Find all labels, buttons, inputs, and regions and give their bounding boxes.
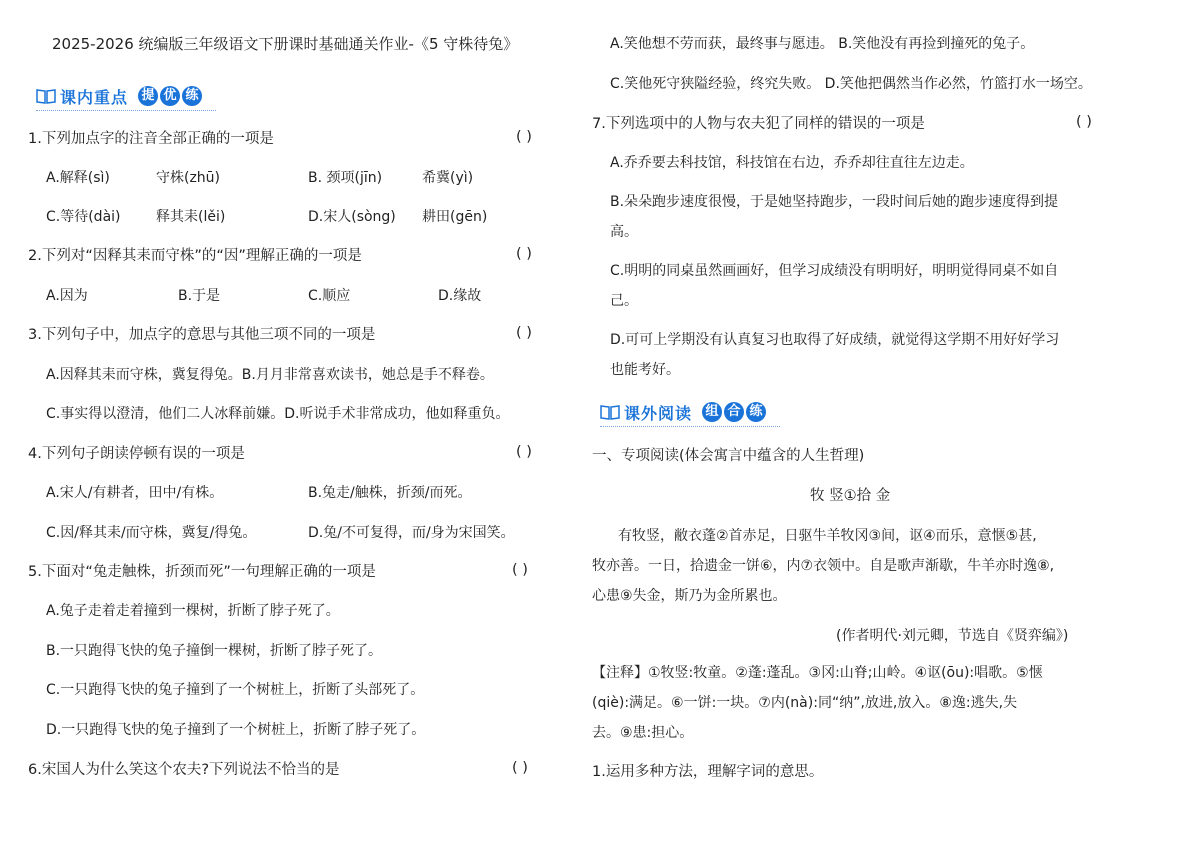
q3-options-ab: A.因释其耒而守株，冀复得兔。B.月月非常喜欢读书，她总是手不释卷。 [46,367,494,383]
badge-char: 组 [702,402,722,422]
answer-bracket: ( ) [516,325,532,341]
reading-heading: 一、专项阅读(体会寓言中蕴含的人生哲理) [592,448,865,464]
answer-bracket: ( ) [516,444,532,460]
question-7-stem: 7.下列选项中的人物与农夫犯了同样的错误的一项是 [592,116,925,132]
q2-option-d: D.缘故 [438,288,482,304]
q7-option-d-line1: D.可可上学期没有认真复习也取得了好成绩，就觉得这学期不用好好学习 [610,332,1060,348]
badge-char: 练 [746,402,766,422]
q1-option-a-word2: 守株(zhū) [156,170,221,186]
question-3-stem: 3.下列句子中，加点字的意思与其他三项不同的一项是 [28,327,376,343]
page-title: 2025-2026 统编版三年级语文下册课时基础通关作业-《5 守株待兔》 [52,35,519,53]
q1-option-c: C.等待(dài) [46,209,121,225]
reading-paragraph-line3: 心患⑨失金，斯乃为金所累也。 [592,588,787,604]
q5-option-c: C.一只跑得飞快的兔子撞到了一个树桩上，折断了头部死了。 [46,682,425,698]
badge-char: 合 [724,402,744,422]
q2-option-a: A.因为 [46,288,88,304]
q7-option-c-line1: C.明明的同桌虽然画画好，但学习成绩没有明明好，明明觉得同桌不如自 [610,263,1059,279]
q5-option-a: A.兔子走着走着撞到一棵树，折断了脖子死了。 [46,603,340,619]
question-6-stem: 6.宋国人为什么笑这个农夫?下列说法不恰当的是 [28,762,340,778]
reading-question-1: 1.运用多种方法，理解字词的意思。 [592,764,824,780]
reading-notes-line3: 去。⑨患:担心。 [592,725,694,741]
book-icon [600,404,620,420]
question-1-stem: 1.下列加点字的注音全部正确的一项是 [28,131,274,147]
section-label: 课外阅读 [624,403,693,423]
reading-notes-line2: (qiè):满足。⑥一饼:一块。⑦内(nà):同“纳”,放进,放入。⑧逸:逃失,失 [592,695,1018,711]
q1-option-b: B. 颈项(jīn) [308,170,383,186]
q3-options-cd: C.事实得以澄清，他们二人冰释前嫌。D.听说手术非常成功，他如释重负。 [46,406,510,422]
q4-option-c: C.因/释其耒/而守株，冀复/得兔。 [46,525,257,541]
book-icon [36,88,56,104]
q7-option-a: A.乔乔要去科技馆，科技馆在右边，乔乔却往直往左边走。 [610,155,974,171]
section-in-class [36,84,202,108]
q7-option-b-line2: 高。 [610,224,638,240]
reading-paragraph-line1: 有牧竖，敝衣蓬②首赤足，日驱牛羊牧冈③间，讴④而乐，意惬⑤甚, [618,528,1037,544]
section-underline [600,426,780,427]
badge-char: 练 [182,86,202,106]
section-badge [702,402,766,422]
q2-option-b: B.于是 [178,288,221,304]
answer-bracket: ( ) [516,129,532,145]
section-underline [36,110,216,111]
q5-option-b: B.一只跑得飞快的兔子撞倒一棵树，折断了脖子死了。 [46,643,383,659]
answer-bracket: ( ) [512,562,528,578]
q1-option-a: A.解释(sì) [46,170,110,186]
reading-paragraph-line2: 牧亦善。一日，拾遗金一饼⑥，内⑦衣领中。自是歌声渐歇，牛羊亦时逸⑧, [592,558,1055,574]
answer-bracket: ( ) [1076,114,1092,130]
reading-title: 牧 竖①拾 金 [810,488,891,504]
section-label: 课内重点 [60,87,129,107]
question-2-stem: 2.下列对“因释其耒而守株”的“因”理解正确的一项是 [28,248,362,264]
badge-char: 提 [138,86,158,106]
q2-option-c: C.顺应 [308,288,351,304]
q6-options-cd: C.笑他死守狭隘经验，终究失败。 D.笑他把偶然当作必然，竹篮打水一场空。 [610,76,1092,92]
answer-bracket: ( ) [516,246,532,262]
question-5-stem: 5.下面对“兔走触株，折颈而死”一句理解正确的一项是 [28,564,376,580]
reading-source: (作者明代·刘元卿，节选自《贤弈编》) [836,628,1069,644]
q1-option-b-word2: 希冀(yì) [422,170,474,186]
q7-option-d-line2: 也能考好。 [610,362,680,378]
answer-bracket: ( ) [512,760,528,776]
question-4-stem: 4.下列句子朗读停顿有误的一项是 [28,446,245,462]
q7-option-b-line1: B.朵朵跑步速度很慢，于是她坚持跑步，一段时间后她的跑步速度得到提 [610,194,1059,210]
q1-option-d-word2: 耕田(gēn) [422,209,488,225]
q6-options-ab: A.笑他想不劳而获，最终事与愿违。 B.笑他没有再捡到撞死的兔子。 [610,36,1035,52]
q7-option-c-line2: 己。 [610,293,638,309]
q4-option-a: A.宋人/有耕者，田中/有株。 [46,485,224,501]
q1-option-d: D.宋人(sòng) [308,209,396,225]
q1-option-c-word2: 释其耒(lěi) [156,209,226,225]
section-badge [138,86,202,106]
q4-option-b: B.兔走/触株，折颈/而死。 [308,485,472,501]
q4-option-d: D.兔/不可复得，而/身为宋国笑。 [308,525,515,541]
q5-option-d: D.一只跑得飞快的兔子撞到了一个树桩上，折断了脖子死了。 [46,722,426,738]
reading-notes-line1: 【注释】①牧竖:牧童。②蓬:蓬乱。③冈:山脊;山岭。④讴(ōu):唱歌。⑤惬 [592,665,1043,681]
section-extracurricular [600,400,766,424]
badge-char: 优 [160,86,180,106]
